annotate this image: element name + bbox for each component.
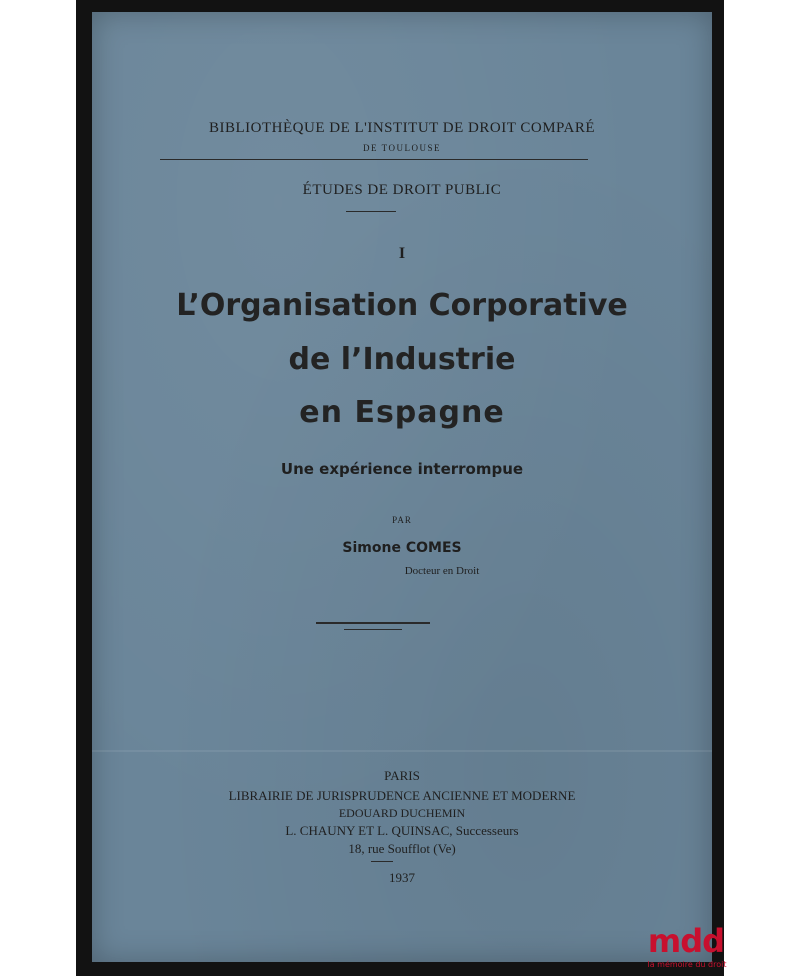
author-degree: Docteur en Droit	[404, 565, 480, 577]
ornament-rule-bottom	[344, 629, 402, 630]
header-rule	[160, 159, 588, 160]
cover-crease	[92, 750, 712, 752]
subtitle: Une expérience interrompue	[280, 460, 524, 478]
publisher-line-2: EDOUARD DUCHEMIN	[338, 806, 466, 820]
publication-year: 1937	[389, 870, 415, 885]
library-name: BIBLIOTHÈQUE DE L'INSTITUT DE DROIT COMPARÉ	[209, 120, 595, 136]
publisher-rule	[371, 861, 393, 862]
title-line-2: de l’Industrie	[288, 342, 516, 377]
series-name: ÉTUDES DE DROIT PUBLIC	[302, 182, 502, 198]
series-rule	[346, 211, 396, 212]
volume-number: I	[398, 245, 406, 262]
ornament-rule-top	[316, 622, 430, 624]
title-line-1: L’Organisation Corporative	[176, 288, 628, 323]
publisher-place: PARIS	[384, 768, 420, 783]
title-line-3: en Espagne	[299, 395, 505, 430]
mdd-logo: mdd	[647, 922, 725, 960]
publisher-line-3: L. CHAUNY ET L. QUINSAC, Successeurs	[285, 823, 519, 838]
mdd-tagline: la mémoire du droit	[647, 960, 727, 969]
book-cover	[92, 12, 712, 962]
publisher-line-1: LIBRAIRIE DE JURISPRUDENCE ANCIENNE ET MODERNE	[228, 788, 576, 803]
author-name: Simone COMES	[342, 540, 462, 556]
author-by: PAR	[392, 515, 412, 525]
library-city: DE TOULOUSE	[363, 143, 441, 153]
publisher-address: 18, rue Soufflot (Ve)	[348, 841, 456, 856]
